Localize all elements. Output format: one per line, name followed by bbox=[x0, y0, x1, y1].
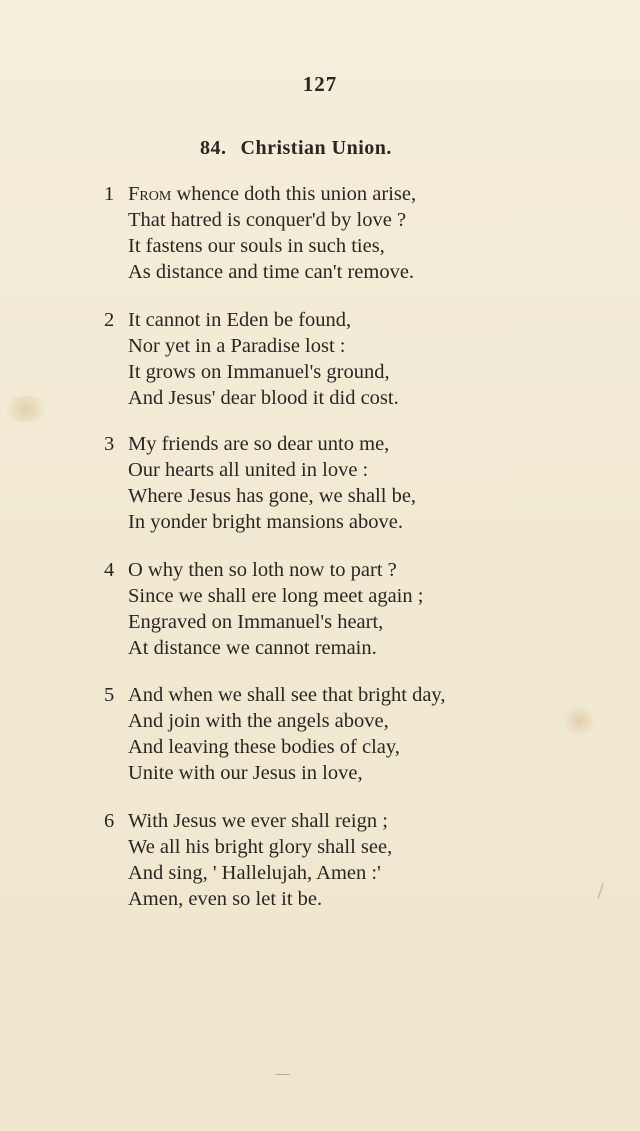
paper-stain bbox=[0, 396, 52, 422]
verse-line bbox=[104, 760, 514, 786]
verse-line-text: That hatred is conquer'd by love ? bbox=[128, 209, 407, 231]
stanza-number: 5 bbox=[104, 684, 115, 706]
verse-line-text: It grows on Immanuel's ground, bbox=[128, 361, 390, 383]
stanza-number: 6 bbox=[104, 810, 115, 832]
stanza-number: 2 bbox=[104, 309, 115, 331]
verse-line bbox=[104, 457, 514, 483]
hymn-heading bbox=[200, 137, 392, 160]
hymn-title: Christian Union. bbox=[240, 137, 392, 159]
verse-line bbox=[104, 359, 514, 385]
verse-line bbox=[104, 734, 514, 760]
page-number: 127 bbox=[302, 72, 338, 96]
verse-line bbox=[104, 708, 514, 734]
verse-line-text: It cannot in Eden be found, bbox=[128, 309, 352, 331]
verse-line bbox=[104, 509, 514, 535]
verse-line bbox=[104, 483, 514, 509]
first-word: From bbox=[128, 183, 172, 205]
verse-line-text: Where Jesus has gone, we shall be, bbox=[128, 485, 417, 507]
verse-line bbox=[104, 682, 514, 708]
verse-line-text: And Jesus' dear blood it did cost. bbox=[128, 387, 399, 409]
verse-line-text: And sing, ' Hallelujah, Amen :' bbox=[128, 862, 381, 884]
stanza bbox=[104, 808, 514, 912]
paper-speck bbox=[598, 883, 604, 899]
stanza bbox=[104, 557, 514, 661]
verse-line bbox=[104, 609, 514, 635]
verse-line-text: And leaving these bodies of clay, bbox=[128, 736, 400, 758]
verse-line-text: My friends are so dear unto me, bbox=[128, 433, 390, 455]
verse-line-text: It fastens our souls in such ties, bbox=[128, 235, 385, 257]
verse-line bbox=[104, 307, 514, 333]
verse-line bbox=[104, 431, 514, 457]
verse-line-text: O why then so loth now to part ? bbox=[128, 559, 397, 581]
verse-line-text: In yonder bright mansions above. bbox=[128, 511, 403, 533]
verse-line-text: whence doth this union arise, bbox=[171, 183, 417, 205]
verse-line-text: And join with the angels above, bbox=[128, 710, 389, 732]
hymn-number: 84. bbox=[200, 137, 227, 159]
stanza bbox=[104, 682, 514, 786]
verse-line bbox=[104, 886, 514, 912]
verse-line bbox=[104, 207, 514, 233]
stanza-number: 4 bbox=[104, 559, 115, 581]
verse-line-text: As distance and time can't remove. bbox=[128, 261, 415, 283]
verse-line bbox=[104, 808, 514, 834]
verse-line bbox=[104, 557, 514, 583]
verse-line-text: We all his bright glory shall see, bbox=[128, 836, 393, 858]
verse-line-text: Since we shall ere long meet again ; bbox=[128, 585, 424, 607]
verse-line bbox=[104, 860, 514, 886]
verse-line-text: Nor yet in a Paradise lost : bbox=[128, 335, 346, 357]
verse-line bbox=[104, 583, 514, 609]
verse-line bbox=[104, 259, 514, 285]
stanza bbox=[104, 307, 514, 411]
verse-line-text: At distance we cannot remain. bbox=[128, 637, 377, 659]
verse-line bbox=[104, 233, 514, 259]
verse-line-text: And when we shall see that bright day, bbox=[128, 684, 446, 706]
paper-speck bbox=[276, 1074, 290, 1075]
verse-line bbox=[104, 834, 514, 860]
verse-line-text: Amen, even so let it be. bbox=[128, 888, 323, 910]
paper-stain bbox=[562, 706, 596, 736]
stanza-number: 1 bbox=[104, 183, 115, 205]
verse-line bbox=[104, 635, 514, 661]
verse-line-text: Engraved on Immanuel's heart, bbox=[128, 611, 384, 633]
stanza-number: 3 bbox=[104, 433, 115, 455]
verse-line bbox=[104, 181, 514, 207]
verse-line bbox=[104, 385, 514, 411]
stanza bbox=[104, 181, 514, 285]
verse-line-text: Our hearts all united in love : bbox=[128, 459, 369, 481]
verse-line-text: Unite with our Jesus in love, bbox=[128, 762, 363, 784]
stanza bbox=[104, 431, 514, 535]
verse-line-text: With Jesus we ever shall reign ; bbox=[128, 810, 388, 832]
verse-line bbox=[104, 333, 514, 359]
